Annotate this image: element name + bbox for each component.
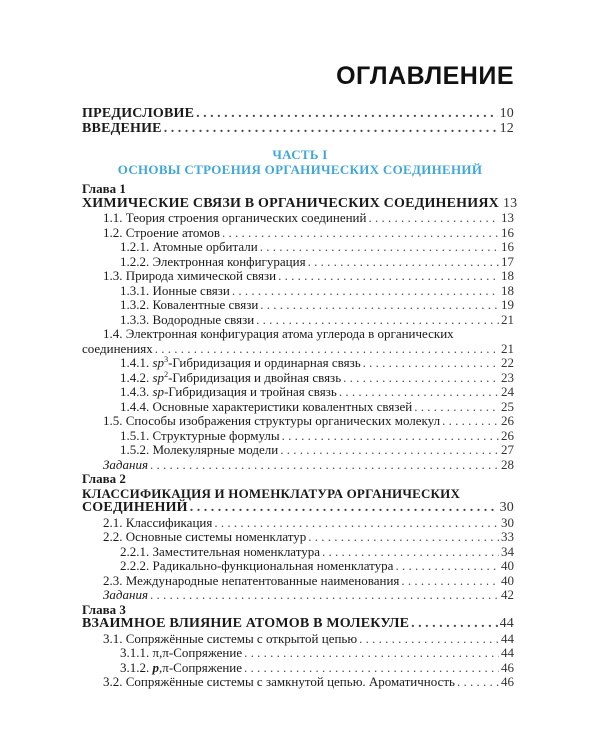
entry-number: 3.1.2. (120, 659, 150, 675)
dot-leader (155, 342, 499, 357)
toc-entry[interactable] (82, 429, 514, 444)
entry-prefix: π,π (152, 645, 169, 660)
dot-leader (278, 269, 499, 284)
entry-page: 42 (501, 587, 514, 602)
entry-title: Теория строения органических соединений (125, 210, 367, 225)
dot-leader (244, 661, 499, 676)
entry-number: 1.3. (103, 268, 123, 283)
entry-page: 28 (501, 456, 514, 472)
entry-page: 23 (501, 369, 514, 385)
entry-title: Атомные орбитали (152, 239, 258, 254)
entry-title: Электронная конфигурация атома углерода в органических (125, 326, 454, 341)
dot-leader (339, 385, 499, 400)
toc-entry-preface[interactable] (82, 107, 514, 122)
entry-page: 46 (501, 674, 514, 689)
front-matter (82, 107, 514, 136)
entry-title: Молекулярные модели (152, 442, 279, 457)
dot-leader (260, 240, 499, 255)
dot-leader (196, 107, 497, 122)
entry-title: ПРЕДИСЛОВИЕ (82, 106, 195, 121)
chapter-title-row[interactable] (82, 617, 514, 632)
entry-number: 1.3.2. (120, 297, 150, 312)
dot-leader (457, 675, 499, 690)
entry-number: 1.4.2. (120, 369, 150, 385)
chapter-title-row[interactable] (82, 195, 518, 212)
entry-number: 1.4.3. (120, 384, 150, 399)
entry-superscript: 2 (164, 369, 169, 379)
toc-entry[interactable] (82, 443, 514, 458)
toc-entry[interactable] (82, 385, 514, 400)
entry-number: 2.2.1. (120, 543, 150, 559)
dot-leader (363, 356, 499, 371)
entry-number: 1.5. (103, 413, 123, 428)
dot-leader (442, 414, 499, 429)
toc-entry[interactable] (82, 559, 514, 574)
entry-number: 1.2.1. (120, 239, 150, 254)
dot-leader (395, 559, 499, 574)
entry-page: 26 (501, 413, 514, 428)
toc-entry[interactable] (82, 356, 514, 371)
dot-leader (343, 371, 499, 386)
dot-leader (222, 226, 499, 241)
toc-entry[interactable] (82, 284, 514, 299)
entry-page: 34 (501, 543, 514, 559)
entry-superscript: 3 (164, 355, 169, 364)
dot-leader (260, 298, 499, 313)
entry-page: 17 (501, 253, 514, 269)
chapter-title: ХИМИЧЕСКИЕ СВЯЗИ В ОРГАНИЧЕСКИХ СОЕДИНЕНИЯХ (82, 195, 499, 211)
entry-page: 27 (501, 442, 514, 457)
dot-leader (401, 574, 499, 589)
dot-leader (414, 400, 499, 415)
entry-page: 18 (501, 282, 514, 298)
toc-entry-continuation[interactable] (82, 342, 514, 357)
entry-title: Структурные формулы (152, 427, 280, 443)
entry-page: 40 (501, 558, 514, 573)
dot-leader (359, 632, 499, 647)
chapter-title: ВЗАИМНОЕ ВЛИЯНИЕ АТОМОВ В МОЛЕКУЛЕ (82, 616, 410, 631)
entry-page: 30 (501, 514, 514, 530)
dot-leader (368, 211, 499, 226)
entry-prefix: p (152, 659, 159, 675)
dot-leader (150, 458, 499, 473)
toc-entry[interactable] (82, 574, 514, 589)
entry-number: 1.5.1. (120, 427, 150, 443)
entry-title: -Сопряжение (168, 645, 243, 660)
toc-entry[interactable] (82, 226, 514, 241)
entry-page: 44 (501, 630, 514, 646)
entry-page: 46 (501, 659, 514, 675)
entry-page: 16 (501, 224, 514, 240)
entry-prefix-suffix: ,π (159, 659, 169, 675)
dot-leader (164, 122, 498, 137)
entry-title: Электронная конфигурация (152, 253, 306, 269)
entry-page: 18 (501, 268, 514, 283)
entry-prefix: sp (152, 369, 165, 385)
toc-entry[interactable] (82, 298, 514, 313)
entry-title: Основные системы номенклатур (125, 529, 307, 544)
part-heading (0, 148, 600, 177)
toc-entry-exercises[interactable] (82, 458, 514, 473)
toc-entry-exercises[interactable] (82, 588, 514, 603)
dot-leader (308, 530, 499, 545)
entry-page: 24 (501, 384, 514, 399)
part-label: ЧАСТЬ I (272, 147, 328, 162)
toc-entry[interactable] (82, 545, 514, 560)
entry-page: 33 (501, 529, 514, 544)
entry-page: 44 (501, 645, 514, 660)
part-title: ОСНОВЫ СТРОЕНИЯ ОРГАНИЧЕСКИХ СОЕДИНЕНИЙ (117, 161, 483, 177)
entry-number: 2.1. (103, 514, 123, 530)
entry-number: 1.3.1. (120, 282, 150, 298)
entry-title: -Гибридизация и тройная связь (164, 384, 337, 399)
entry-title: Сопряжённые системы с открытой цепью (125, 630, 358, 646)
entry-page: 13 (502, 195, 518, 211)
toc-body (82, 181, 518, 690)
entry-title: -Гибридизация и ординарная связь (168, 355, 361, 370)
entry-number: 2.2. (103, 529, 123, 544)
entry-title: Водородные связи (152, 311, 255, 327)
entry-title: Радикально-функциональная номенклатура (152, 558, 394, 573)
entry-title: Задания (103, 456, 149, 472)
toc-entry[interactable] (82, 240, 514, 255)
entry-number: 3.1. (103, 630, 123, 646)
entry-number: 2.3. (103, 572, 123, 588)
entry-title: -Гибридизация и двойная связь (168, 369, 342, 385)
entry-page: 26 (501, 427, 514, 443)
entry-title: Задания (103, 587, 149, 602)
entry-prefix: sp (152, 355, 165, 370)
entry-title: ВВЕДЕНИЕ (82, 120, 162, 136)
entry-number: 2.2.2. (120, 558, 150, 573)
entry-number: 1.2. (103, 224, 123, 240)
toc-entry[interactable] (82, 414, 514, 429)
entry-number: 1.2.2. (120, 253, 150, 269)
dot-leader (411, 617, 497, 632)
entry-title: Способы изображения структуры органических молекул (125, 413, 441, 428)
toc-entry[interactable] (82, 269, 514, 284)
entry-title: Ковалентные связи (152, 297, 259, 312)
toc-entry-introduction[interactable] (82, 122, 514, 137)
entry-page: 12 (499, 120, 514, 136)
dot-leader (232, 284, 499, 299)
entry-prefix: sp (152, 384, 165, 399)
entry-number: 3.1.1. (120, 645, 150, 660)
entry-number: 1.3.3. (120, 311, 150, 327)
toc-entry[interactable] (82, 661, 514, 676)
entry-title: -Сопряжение (168, 659, 243, 675)
dot-leader (282, 429, 499, 444)
entry-page: 22 (501, 355, 514, 370)
entry-title: Сопряжённые системы с замкнутой цепью. Ароматичность (125, 674, 455, 689)
dot-leader (280, 443, 499, 458)
entry-page: 19 (501, 297, 514, 312)
entry-number: 1.4.1. (120, 355, 150, 370)
toc-entry[interactable] (82, 255, 514, 270)
toc-entry[interactable] (82, 516, 514, 531)
entry-page: 25 (501, 398, 514, 414)
entry-title: Строение атомов (125, 224, 221, 240)
entry-number: 1.1. (103, 210, 123, 225)
dot-leader (322, 545, 499, 560)
chapter-title-line[interactable]: КЛАССИФИКАЦИЯ И НОМЕНКЛАТУРА ОРГАНИЧЕСКИХ (82, 485, 461, 501)
toc-entry[interactable] (82, 675, 514, 690)
dot-leader (256, 313, 499, 328)
entry-page: 40 (501, 572, 514, 588)
toc-entry[interactable] (82, 646, 514, 661)
entry-page: 21 (501, 340, 514, 356)
page-title: ОГЛАВЛЕНИЕ (336, 62, 514, 90)
entry-page: 16 (501, 239, 514, 254)
chapter-label: Глава 3 (82, 601, 126, 617)
entry-number: 1.5.2. (120, 442, 150, 457)
dot-leader (244, 646, 499, 661)
entry-number: 3.2. (103, 674, 123, 689)
toc-entry-multiline[interactable] (82, 327, 514, 342)
entry-page: 21 (501, 311, 514, 327)
toc-entry[interactable] (82, 211, 514, 226)
dot-leader (214, 516, 499, 531)
chapter-title-continuation: СОЕДИНЕНИЙ (82, 500, 188, 515)
chapter-label: Глава 2 (82, 471, 126, 486)
entry-page: 30 (499, 500, 514, 515)
entry-number: 1.4.4. (120, 398, 150, 414)
entry-title: Основные характеристики ковалентных связей (152, 398, 413, 414)
dot-leader (190, 501, 498, 516)
entry-title: Ионные связи (152, 282, 230, 298)
entry-title: Классификация (125, 514, 213, 530)
entry-title-continuation: соединениях (82, 340, 153, 356)
toc-entry[interactable] (82, 530, 514, 545)
entry-page: 10 (499, 106, 514, 121)
dot-leader (150, 588, 499, 603)
entry-title: Международные непатентованные наименования (125, 572, 400, 588)
toc-entry[interactable] (82, 371, 514, 386)
toc-entry[interactable] (82, 632, 514, 647)
entry-page: 13 (501, 210, 514, 225)
chapter-label: Глава 1 (82, 181, 126, 196)
entry-title: Заместительная номенклатура (152, 543, 321, 559)
entry-number: 1.4. (103, 326, 123, 341)
dot-leader (308, 255, 499, 270)
entry-title: Природа химической связи (125, 268, 277, 283)
toc-entry[interactable] (82, 313, 514, 328)
chapter-title-row[interactable] (82, 501, 514, 516)
entry-page: 44 (499, 616, 514, 631)
toc-entry[interactable] (82, 400, 514, 415)
